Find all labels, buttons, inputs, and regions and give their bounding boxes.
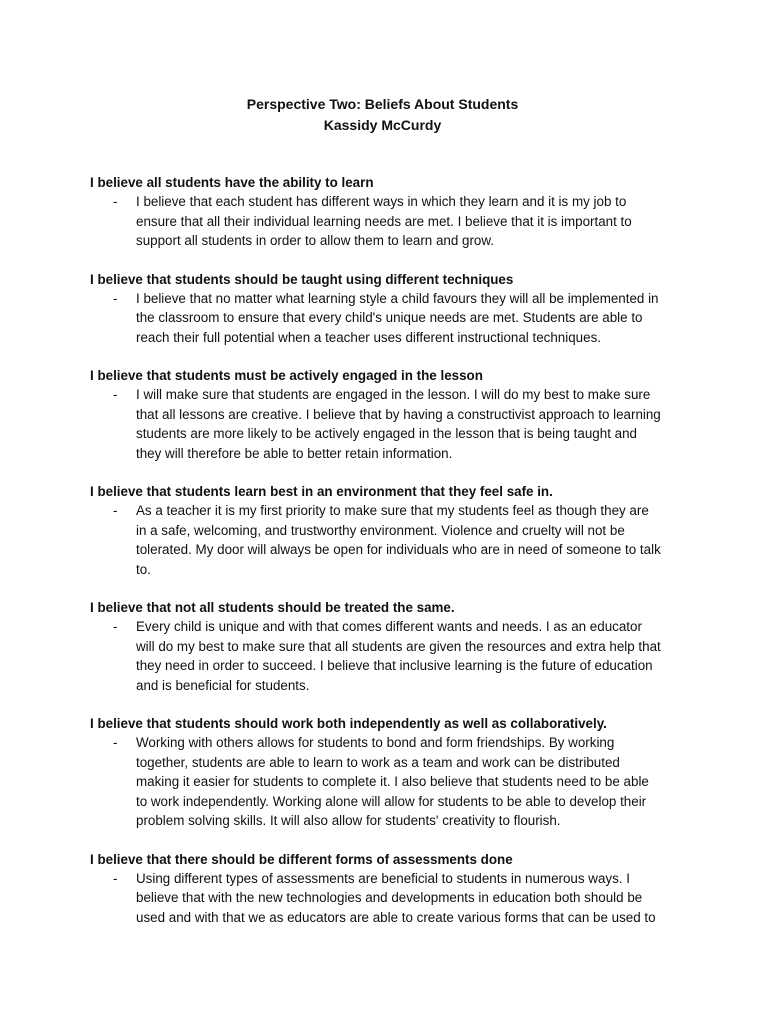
document-title: Perspective Two: Beliefs About Students xyxy=(246,96,519,112)
paragraph-line: I believe that no matter what learning style a child favours they will all be implemented in xyxy=(136,290,659,306)
bullet-dash: - xyxy=(113,870,118,886)
belief-heading: I believe all students have the ability to learn xyxy=(90,175,374,190)
paragraph-line: to. xyxy=(136,561,151,577)
belief-section xyxy=(90,850,690,928)
paragraph-line: the classroom to ensure that every child's unique needs are met. Students are able to xyxy=(136,310,643,325)
belief-heading: I believe that students should be taught using different techniques xyxy=(90,271,514,287)
section-gap xyxy=(90,251,690,270)
paragraph-line: together, students are able to learn to work as a team and work can be distributed xyxy=(136,754,620,770)
paragraph-line: and is beneficial for students. xyxy=(136,677,310,693)
paragraph-line: Working with others allows for students to bond and form friendships. By working xyxy=(136,735,615,750)
paragraph-line: tolerated. My door will always be open for individuals who are in need of someone to talk xyxy=(136,542,661,557)
section-gap xyxy=(90,579,690,598)
bullet-dash: - xyxy=(113,619,118,634)
paragraph-line: As a teacher it is my first priority to make sure that my students feel as though they are xyxy=(136,503,649,518)
belief-bullet xyxy=(90,733,690,831)
belief-section xyxy=(90,482,690,579)
belief-bullet xyxy=(90,385,690,463)
section-gap xyxy=(90,695,690,714)
paragraph-line: students are more likely to be actively engaged in the lesson that is being taught and xyxy=(136,426,637,441)
paragraph-line: making it easier for students to complete it. I also believe that students need to be able xyxy=(136,774,649,789)
paragraph-line: they will therefore be able to better retain information. xyxy=(136,445,453,461)
paragraph-line: will do my best to make sure that all students are given the resources and extra help that xyxy=(136,638,661,654)
paragraph-line: in a safe, welcoming, and trustworthy environment. Violence and cruelty will not be xyxy=(136,522,625,538)
belief-bullet xyxy=(90,869,690,928)
belief-section xyxy=(90,270,690,348)
section-gap xyxy=(90,347,690,366)
paragraph-line: to work independently. Working alone will allow for students to be able to develop their xyxy=(136,793,647,809)
section-gap xyxy=(90,463,690,482)
bullet-dash: - xyxy=(113,387,118,402)
paragraph-line: reach their full potential when a teacher uses different instructional techniques. xyxy=(136,329,601,345)
paragraph-line: I will make sure that students are engaged in the lesson. I will do my best to make sure xyxy=(136,387,651,402)
bullet-dash: - xyxy=(113,194,118,209)
document-author: Kassidy McCurdy xyxy=(323,117,442,133)
bullet-dash: - xyxy=(113,735,118,750)
paragraph-line: believe that with the new technologies and developments in education both should be xyxy=(136,890,643,905)
section-gap xyxy=(90,831,690,850)
belief-bullet xyxy=(90,617,690,695)
belief-heading: I believe that there should be different forms of assessments done xyxy=(90,851,513,867)
paragraph-line: Using different types of assessments are beneficial to students in numerous ways. I xyxy=(136,870,630,886)
belief-heading: I believe that students should work both independently as well as collaboratively. xyxy=(90,716,607,731)
belief-heading: I believe that students must be actively engaged in the lesson xyxy=(90,368,483,383)
belief-section xyxy=(90,173,690,251)
belief-bullet xyxy=(90,501,690,579)
belief-bullet xyxy=(90,289,690,348)
bullet-dash: - xyxy=(113,503,118,518)
belief-heading: I believe that not all students should be treated the same. xyxy=(90,600,455,615)
paragraph-line: Every child is unique and with that comes different wants and needs. I as an educator xyxy=(136,619,642,634)
paragraph-line: I believe that each student has different ways in which they learn and it is my job to xyxy=(136,194,627,209)
paragraph-line: that all lessons are creative. I believe that by having a constructivist approach to learning xyxy=(136,406,661,422)
belief-section xyxy=(90,598,690,695)
belief-section xyxy=(90,366,690,463)
paragraph-line: they need in order to succeed. I believe that inclusive learning is the future of education xyxy=(136,658,653,673)
belief-bullet xyxy=(90,192,690,251)
paragraph-line: support all students in order to allow them to learn and grow. xyxy=(136,233,495,248)
belief-sections xyxy=(90,173,690,927)
paragraph-line: used and with that we as educators are able to create various forms that can be used to xyxy=(136,909,656,925)
document-title-block xyxy=(0,94,765,136)
bullet-dash: - xyxy=(113,290,118,306)
paragraph-line: problem solving skills. It will also allow for students' creativity to flourish. xyxy=(136,813,561,828)
belief-section xyxy=(90,714,690,831)
belief-heading: I believe that students learn best in an environment that they feel safe in. xyxy=(90,484,553,499)
paragraph-line: ensure that all their individual learning needs are met. I believe that it is important to xyxy=(136,213,632,229)
